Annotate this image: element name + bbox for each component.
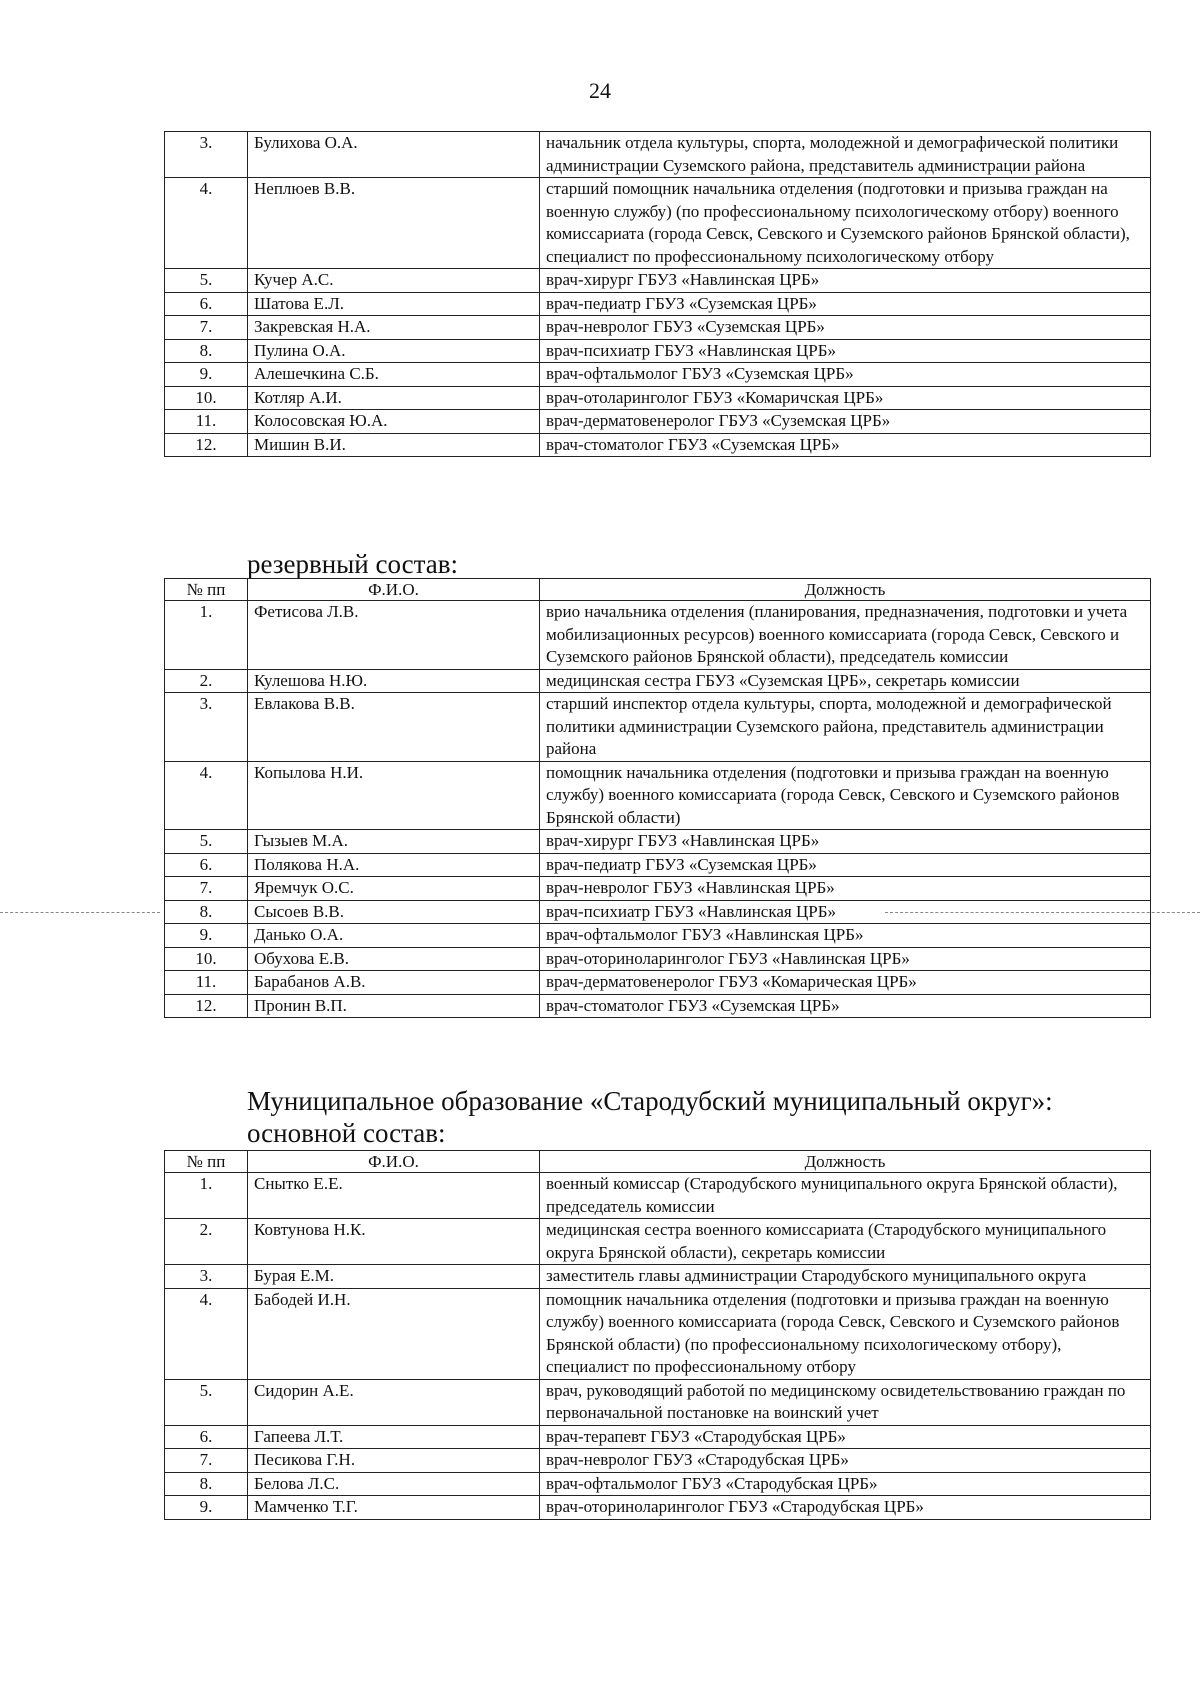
position-title: врач-дерматовенеролог ГБУЗ «Комарическая ЦРБ» [540, 971, 1151, 995]
committee-table-reserve [164, 578, 1151, 1018]
table-row [165, 339, 1151, 363]
table-row [165, 132, 1151, 178]
table-row [165, 761, 1151, 830]
person-name: Котляр А.И. [248, 386, 540, 410]
position-title: помощник начальника отделения (подготовки и призыва граждан на военную службу) военного комиссариата (города Севск, Севского и Суземского районов Брянской области) (по профессиональному психологическому отбору), специалист по профессиональному отбору [540, 1288, 1151, 1379]
municipality-heading: Муниципальное образование «Стародубский муниципальный округ»: [247, 1086, 1053, 1116]
person-name: Пронин В.П. [248, 994, 540, 1018]
header-number: № пп [165, 1151, 248, 1173]
table-row [165, 994, 1151, 1018]
person-name: Сысоев В.В. [248, 900, 540, 924]
person-name: Барабанов А.В. [248, 971, 540, 995]
person-name: Колосовская Ю.А. [248, 410, 540, 434]
position-title: врач-хирург ГБУЗ «Навлинская ЦРБ» [540, 830, 1151, 854]
position-title: заместитель главы администрации Стародубского муниципального округа [540, 1265, 1151, 1289]
table-row [165, 877, 1151, 901]
person-name: Мамченко Т.Г. [248, 1496, 540, 1520]
person-name: Полякова Н.А. [248, 853, 540, 877]
table-row [165, 1496, 1151, 1520]
position-title: врач-невролог ГБУЗ «Суземская ЦРБ» [540, 316, 1151, 340]
row-number: 2. [165, 1219, 248, 1265]
main-composition-heading: основной состав: [247, 1118, 446, 1148]
position-title: военный комиссар (Стародубского муниципального округа Брянской области), председатель комиссии [540, 1173, 1151, 1219]
table-row [165, 178, 1151, 269]
table-row [165, 292, 1151, 316]
position-title: медицинская сестра военного комиссариата (Стародубского муниципального округа Брянской области), секретарь комиссии [540, 1219, 1151, 1265]
person-name: Фетисова Л.В. [248, 601, 540, 670]
table-row [165, 1379, 1151, 1425]
committee-table-starodub [164, 1150, 1151, 1520]
table-row [165, 433, 1151, 457]
row-number: 9. [165, 1496, 248, 1520]
person-name: Неплюев В.В. [248, 178, 540, 269]
row-number: 1. [165, 601, 248, 670]
person-name: Гапеева Л.Т. [248, 1425, 540, 1449]
row-number: 11. [165, 410, 248, 434]
person-name: Кулешова Н.Ю. [248, 669, 540, 693]
row-number: 7. [165, 316, 248, 340]
row-number: 8. [165, 1472, 248, 1496]
table-row [165, 410, 1151, 434]
row-number: 7. [165, 877, 248, 901]
person-name: Шатова Е.Л. [248, 292, 540, 316]
header-name: Ф.И.О. [248, 579, 540, 601]
person-name: Белова Л.С. [248, 1472, 540, 1496]
row-number: 3. [165, 1265, 248, 1289]
person-name: Яремчук О.С. [248, 877, 540, 901]
row-number: 12. [165, 994, 248, 1018]
person-name: Гызыев М.А. [248, 830, 540, 854]
row-number: 4. [165, 178, 248, 269]
person-name: Данько О.А. [248, 924, 540, 948]
table-row [165, 269, 1151, 293]
row-number: 5. [165, 269, 248, 293]
row-number: 2. [165, 669, 248, 693]
header-number: № пп [165, 579, 248, 601]
header-position: Должность [540, 1151, 1151, 1173]
reserve-composition-heading: резервный состав: [247, 549, 459, 579]
person-name: Копылова Н.И. [248, 761, 540, 830]
row-number: 3. [165, 693, 248, 762]
position-title: врач-оториноларинголог ГБУЗ «Навлинская ЦРБ» [540, 947, 1151, 971]
position-title: врач-стоматолог ГБУЗ «Суземская ЦРБ» [540, 994, 1151, 1018]
position-title: старший инспектор отдела культуры, спорта, молодежной и демографической политики администрации Суземского района, представитель администрации района [540, 693, 1151, 762]
committee-table-main-continued [164, 131, 1151, 457]
table-row [165, 1265, 1151, 1289]
position-title: врач-стоматолог ГБУЗ «Суземская ЦРБ» [540, 433, 1151, 457]
position-title: врач-офтальмолог ГБУЗ «Стародубская ЦРБ» [540, 1472, 1151, 1496]
person-name: Ковтунова Н.К. [248, 1219, 540, 1265]
person-name: Бабодей И.Н. [248, 1288, 540, 1379]
person-name: Бурая Е.М. [248, 1265, 540, 1289]
row-number: 8. [165, 900, 248, 924]
position-title: врач-педиатр ГБУЗ «Суземская ЦРБ» [540, 292, 1151, 316]
row-number: 10. [165, 386, 248, 410]
table-row [165, 1425, 1151, 1449]
row-number: 6. [165, 853, 248, 877]
person-name: Обухова Е.В. [248, 947, 540, 971]
position-title: врач, руководящий работой по медицинскому освидетельствованию граждан по первоначальной постановке на воинский учет [540, 1379, 1151, 1425]
page-number: 24 [589, 78, 611, 103]
header-position: Должность [540, 579, 1151, 601]
position-title: врач-оториноларинголог ГБУЗ «Стародубская ЦРБ» [540, 1496, 1151, 1520]
table-row [165, 830, 1151, 854]
table-row [165, 1173, 1151, 1219]
table-row [165, 971, 1151, 995]
table-row [165, 669, 1151, 693]
position-title: начальник отдела культуры, спорта, молодежной и демографической политики администрации Суземского района, представитель администрации района [540, 132, 1151, 178]
position-title: старший помощник начальника отделения (подготовки и призыва граждан на военную службу) (по профессиональному психологическому отбору) военного комиссариата (города Севск, Севского и Суземского районов Брянской области), специалист по профессиональному психологическому отбору [540, 178, 1151, 269]
position-title: врач-психиатр ГБУЗ «Навлинская ЦРБ» [540, 339, 1151, 363]
table-row [165, 924, 1151, 948]
table-row [165, 1219, 1151, 1265]
table-row [165, 363, 1151, 387]
table-row [165, 1288, 1151, 1379]
row-number: 8. [165, 339, 248, 363]
table-row [165, 947, 1151, 971]
table-row [165, 1472, 1151, 1496]
row-number: 9. [165, 363, 248, 387]
position-title: врач-терапевт ГБУЗ «Стародубская ЦРБ» [540, 1425, 1151, 1449]
table-header-row [165, 1151, 1151, 1173]
position-title: врач-офтальмолог ГБУЗ «Навлинская ЦРБ» [540, 924, 1151, 948]
position-title: врио начальника отделения (планирования, предназначения, подготовки и учета мобилизационных ресурсов) военного комиссариата (города Севск, Севского и Суземского районов Брянской области), председатель комиссии [540, 601, 1151, 670]
person-name: Алешечкина С.Б. [248, 363, 540, 387]
table-row [165, 1449, 1151, 1473]
scan-artifact-line-right [885, 912, 1200, 913]
person-name: Сидорин А.Е. [248, 1379, 540, 1425]
position-title: врач-офтальмолог ГБУЗ «Суземская ЦРБ» [540, 363, 1151, 387]
header-name: Ф.И.О. [248, 1151, 540, 1173]
table-row [165, 386, 1151, 410]
table-row [165, 693, 1151, 762]
person-name: Кучер А.С. [248, 269, 540, 293]
position-title: медицинская сестра ГБУЗ «Суземская ЦРБ», секретарь комиссии [540, 669, 1151, 693]
row-number: 1. [165, 1173, 248, 1219]
person-name: Снытко Е.Е. [248, 1173, 540, 1219]
person-name: Евлакова В.В. [248, 693, 540, 762]
table-row [165, 316, 1151, 340]
row-number: 6. [165, 1425, 248, 1449]
position-title: врач-невролог ГБУЗ «Стародубская ЦРБ» [540, 1449, 1151, 1473]
row-number: 7. [165, 1449, 248, 1473]
row-number: 12. [165, 433, 248, 457]
position-title: врач-педиатр ГБУЗ «Суземская ЦРБ» [540, 853, 1151, 877]
row-number: 11. [165, 971, 248, 995]
table-row [165, 601, 1151, 670]
row-number: 5. [165, 1379, 248, 1425]
row-number: 5. [165, 830, 248, 854]
person-name: Мишин В.И. [248, 433, 540, 457]
row-number: 9. [165, 924, 248, 948]
row-number: 10. [165, 947, 248, 971]
person-name: Пулина О.А. [248, 339, 540, 363]
position-title: помощник начальника отделения (подготовки и призыва граждан на военную службу) военного комиссариата (города Севск, Севского и Суземского районов Брянской области) [540, 761, 1151, 830]
row-number: 3. [165, 132, 248, 178]
person-name: Булихова О.А. [248, 132, 540, 178]
row-number: 4. [165, 1288, 248, 1379]
row-number: 6. [165, 292, 248, 316]
person-name: Песикова Г.Н. [248, 1449, 540, 1473]
scan-artifact-line-left [0, 912, 160, 913]
position-title: врач-невролог ГБУЗ «Навлинская ЦРБ» [540, 877, 1151, 901]
person-name: Закревская Н.А. [248, 316, 540, 340]
row-number: 4. [165, 761, 248, 830]
position-title: врач-отоларинголог ГБУЗ «Комаричская ЦРБ» [540, 386, 1151, 410]
table-row [165, 853, 1151, 877]
table-header-row [165, 579, 1151, 601]
position-title: врач-психиатр ГБУЗ «Навлинская ЦРБ» [540, 900, 1151, 924]
position-title: врач-хирург ГБУЗ «Навлинская ЦРБ» [540, 269, 1151, 293]
position-title: врач-дерматовенеролог ГБУЗ «Суземская ЦРБ» [540, 410, 1151, 434]
